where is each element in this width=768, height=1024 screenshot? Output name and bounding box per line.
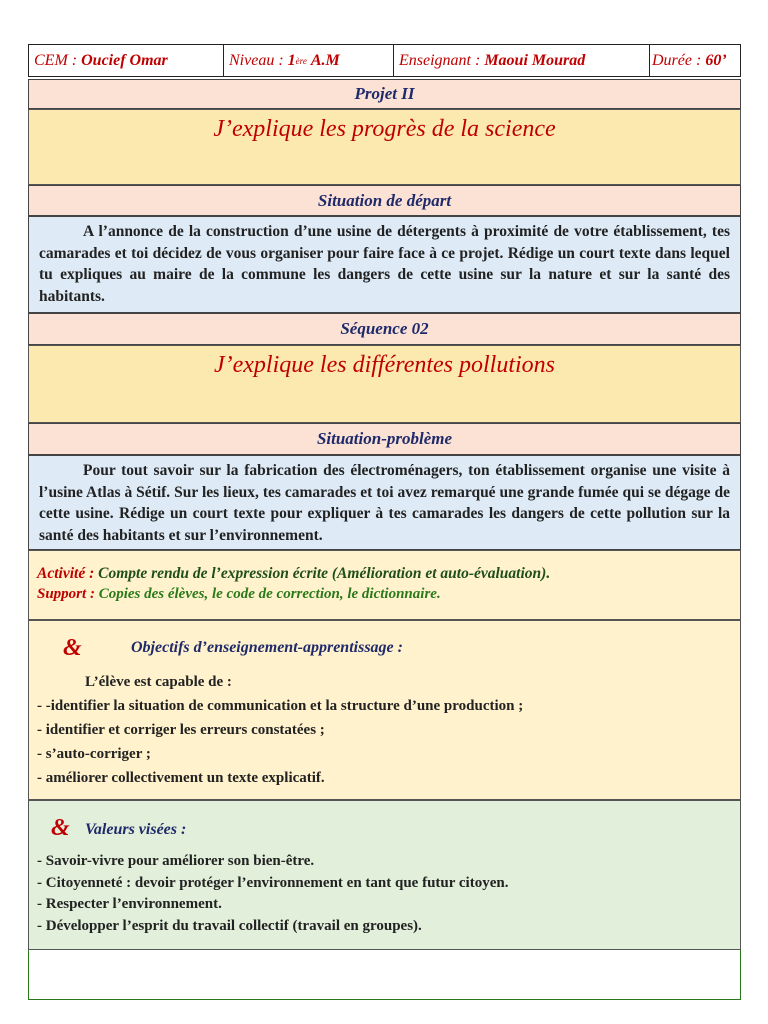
projet-title-box bbox=[28, 109, 741, 185]
list-item: - améliorer collectivement un texte explicatif. bbox=[37, 770, 325, 786]
sequence-title-box bbox=[28, 345, 741, 423]
duree-label: Durée : bbox=[652, 51, 702, 69]
situation-probleme-bar bbox=[28, 423, 741, 455]
cem-cell bbox=[29, 45, 224, 76]
niveau-label: Niveau : bbox=[229, 51, 284, 69]
valeurs-box bbox=[28, 800, 741, 950]
header-row bbox=[28, 44, 741, 77]
situation-depart-text: A l’annonce de la construction d’une usine de détergents à proximité de votre établissement, tes camarades et toi décidez de vous organiser pour faire face à ce projet. Rédige un court texte dans lequel tu expliques au maire de la commune les dangers de cette usine sur la nature et sur la santé des habitants. bbox=[39, 223, 730, 305]
niveau-sup: ère bbox=[295, 55, 307, 66]
situation-depart-label: Situation de départ bbox=[317, 190, 452, 210]
situation-probleme-text: Pour tout savoir sur la fabrication des électroménagers, ton établissement organise une visite à l’usine Atlas à Sétif. Sur les lieux, tes camarades et toi avez remarqué une grande fumée qui se dégage de cette usine. Rédige un court texte pour expliquer à tes camarades les dangers de cette pollution sur la santé des habitants et sur l’environnement. bbox=[39, 462, 730, 544]
sequence-label: Séquence 02 bbox=[340, 319, 429, 338]
situation-probleme-label: Situation-problème bbox=[316, 429, 453, 448]
list-item: - -identifier la situation de communication et la structure d’une production ; bbox=[37, 698, 524, 714]
activite-box bbox=[28, 550, 741, 620]
objectifs-intro: L’élève est capable de : bbox=[85, 674, 232, 690]
list-item: - Savoir-vivre pour améliorer son bien-être. bbox=[37, 853, 315, 869]
projet-bar bbox=[28, 79, 741, 109]
cem-value: Oucief Omar bbox=[81, 51, 168, 69]
valeurs-list bbox=[37, 851, 508, 937]
enseignant-value: Maoui Mourad bbox=[484, 51, 586, 69]
empty-footer-box bbox=[28, 950, 741, 1000]
projet-title: J’explique les progrès de la science bbox=[213, 116, 556, 142]
duree-value: 60’ bbox=[705, 51, 727, 69]
duree-cell bbox=[650, 45, 740, 76]
situation-depart-bar bbox=[28, 185, 741, 216]
valeurs-title: Valeurs visées : bbox=[85, 821, 187, 838]
support-label: Support : bbox=[37, 586, 95, 602]
list-item: - s’auto-corriger ; bbox=[37, 746, 151, 762]
activite-label: Activité : bbox=[37, 565, 95, 582]
list-item: - Citoyenneté : devoir protéger l’environnement en tant que futur citoyen. bbox=[37, 874, 509, 891]
situation-probleme-box bbox=[28, 455, 741, 550]
objectifs-box bbox=[28, 620, 741, 800]
niveau-cell bbox=[224, 45, 394, 76]
list-item: - Développer l’esprit du travail collectif (travail en groupes). bbox=[37, 917, 422, 934]
list-item: - Respecter l’environnement. bbox=[37, 896, 222, 912]
objectifs-title: Objectifs d’enseignement-apprentissage : bbox=[131, 639, 403, 656]
situation-depart-box bbox=[28, 216, 741, 313]
ampersand-icon: & bbox=[63, 635, 82, 661]
projet-label: Projet II bbox=[354, 84, 415, 103]
sequence-title: J’explique les différentes pollutions bbox=[213, 352, 556, 378]
ampersand-icon: & bbox=[51, 815, 70, 841]
sequence-bar bbox=[28, 313, 741, 345]
cem-label: CEM : bbox=[34, 51, 78, 69]
niveau-number: 1 bbox=[287, 51, 296, 69]
objectifs-list bbox=[37, 694, 523, 790]
support-value: Copies des élèves, le code de correction, le dictionnaire. bbox=[98, 586, 441, 602]
enseignant-cell bbox=[394, 45, 650, 76]
list-item: - identifier et corriger les erreurs constatées ; bbox=[37, 722, 325, 738]
niveau-class: A.M bbox=[310, 51, 340, 69]
activite-value: Compte rendu de l’expression écrite (Amélioration et auto-évaluation). bbox=[98, 565, 551, 582]
enseignant-label: Enseignant : bbox=[399, 51, 481, 69]
